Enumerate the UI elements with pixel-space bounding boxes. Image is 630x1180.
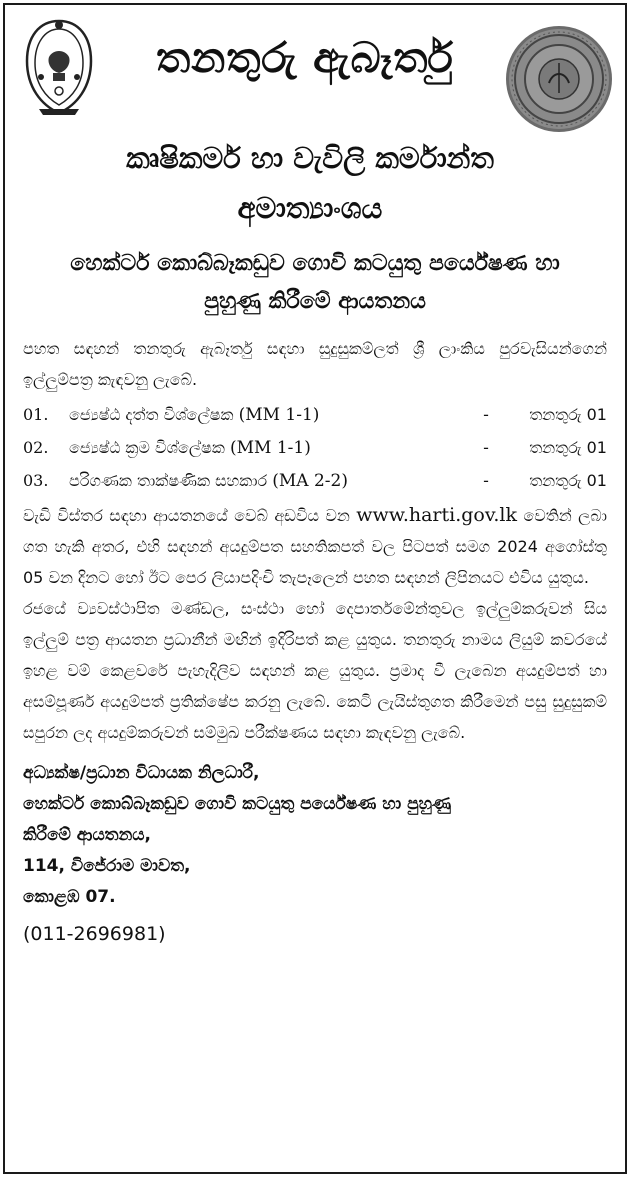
vacancy-number: 02. xyxy=(23,438,49,457)
institute-line-2: පුහුණු කිරීමේ ආයතනය xyxy=(204,289,426,314)
vacancy-dash: - xyxy=(483,471,489,490)
ministry-name xyxy=(105,133,515,233)
instructions-paragraph: රජයේ ව්‍යවස්ථාපිත මණ්ඩල, සංස්ථා හෝ දෙපාර්තමේන්තුවල ඉල්ලුම්කරුවන් සිය ඉල්ලුම් පත්‍ර ආයතන ප්‍රධානීන් මඟින් ඉදිරිපත් කළ යුතුය. තනතුරු නාමය ලියුම් කවරයේ ඉහළ වම් කෙළවරේ පැහැදිලිව සඳහන් කළ යුතුය. ප්‍රමාද වී ලැබෙන අයදුම්පත් හා අසම්පූර්ණ අයදුම්පත් ප්‍රතික්ෂේප කරනු ලැබේ. කෙටි ලැයිස්තුගත කිරීමෙන් පසු සුදුසුකම් සපුරන ලද අයදුම්කරුවන් සම්මුඛ පරීක්ෂණය සඳහා කැඳවනු ලැබේ. xyxy=(23,599,607,742)
vacancy-count: තනතුරු 01 xyxy=(529,438,607,457)
vacancy-list xyxy=(23,399,607,498)
vacancy-row xyxy=(23,465,607,498)
address-line-3: කිරීමේ ආයතනය, xyxy=(23,825,151,845)
ministry-line-1: කෘෂිකර්ම හා වැවිලි කර්මාන්ත xyxy=(126,141,494,175)
vacancy-title-text: ජ්‍යෙෂ්ඨ ක්‍රම විශ්ලේෂක xyxy=(69,438,225,457)
details-text-1: වැඩි විස්තර සඳහා ආයතනයේ වෙබ් අඩවිය වන xyxy=(23,506,357,525)
intro-paragraph: පහත සඳහන් තනතුරු ඇබෑර්තු සඳහා සුදුසුකම්ලත් ශ්‍රී ලාංකිය පුරවැසියන්ගෙන් ඉල්ලුම්පත්‍ර කැඳවනු ලැබේ. xyxy=(23,339,607,389)
advertisement-header xyxy=(5,5,625,323)
vacancy-count: තනතුරු 01 xyxy=(529,471,607,490)
details-paragraph xyxy=(23,500,607,593)
advertisement-page xyxy=(3,3,627,1174)
vacancy-title xyxy=(69,465,465,497)
vacancy-grade: (MM 1-1) xyxy=(229,438,311,458)
address-line-2: හෙක්ටර් කොබ්බෑකඩුව ගොවි කටයුතු පර්යේෂණ හා පුහුණු xyxy=(23,794,452,814)
vacancy-row xyxy=(23,432,607,465)
vacancy-title-text: පරිගණක තාක්ෂණික සහකාර xyxy=(69,471,268,490)
vacancy-title xyxy=(69,432,465,464)
vacancy-title-text: ජ්‍යෙෂ්ඨ දත්ත විශ්ලේෂක xyxy=(69,405,234,424)
institute-name xyxy=(19,245,611,321)
vacancy-row xyxy=(23,399,607,432)
postal-address xyxy=(23,758,607,913)
vacancy-title xyxy=(69,399,465,431)
website-link[interactable]: www.harti.gov.lk xyxy=(356,504,517,526)
ministry-line-2: අමාත්‍යාංශය xyxy=(237,191,383,225)
vacancy-grade: (MA 2-2) xyxy=(272,471,348,491)
vacancy-grade: (MM 1-1) xyxy=(238,405,320,425)
vacancy-number: 03. xyxy=(23,471,49,490)
address-line-4: 114, විජේරාම මාවත, xyxy=(23,856,191,876)
sri-lanka-emblem-icon xyxy=(19,17,99,117)
vacancy-number: 01. xyxy=(23,405,49,424)
vacancy-count: තනතුරු 01 xyxy=(529,405,607,424)
page-title: තනතුරු ඇබෑර්තු xyxy=(156,33,454,82)
vacancy-dash: - xyxy=(483,438,489,457)
address-line-5: කොළඹ 07. xyxy=(23,887,116,907)
institute-line-1: හෙක්ටර් කොබ්බෑකඩුව ගොවි කටයුතු පර්යේෂණ හා xyxy=(70,251,560,276)
address-line-1: අධ්‍යක්ෂ/ප්‍රධාන විධායක නිලධාරී, xyxy=(23,763,260,783)
advertisement-body xyxy=(23,333,607,950)
details-text-2: වෙතින් ලබා ගත හැකි අතර, එහි සඳහන් අයදුම්පත සහතිකපත් වල පිටපත් සමග 2024 අගෝස්තු 05 වන දිනට හෝ ඊට පෙර ලියාපදිංචි තැපෑලෙන් පහත සඳහන් ලිපිනයට එවිය යුතුය. xyxy=(23,506,607,587)
harti-seal-icon xyxy=(503,23,615,135)
phone-number: (011-2696981) xyxy=(23,923,166,945)
vacancy-dash: - xyxy=(483,405,489,424)
